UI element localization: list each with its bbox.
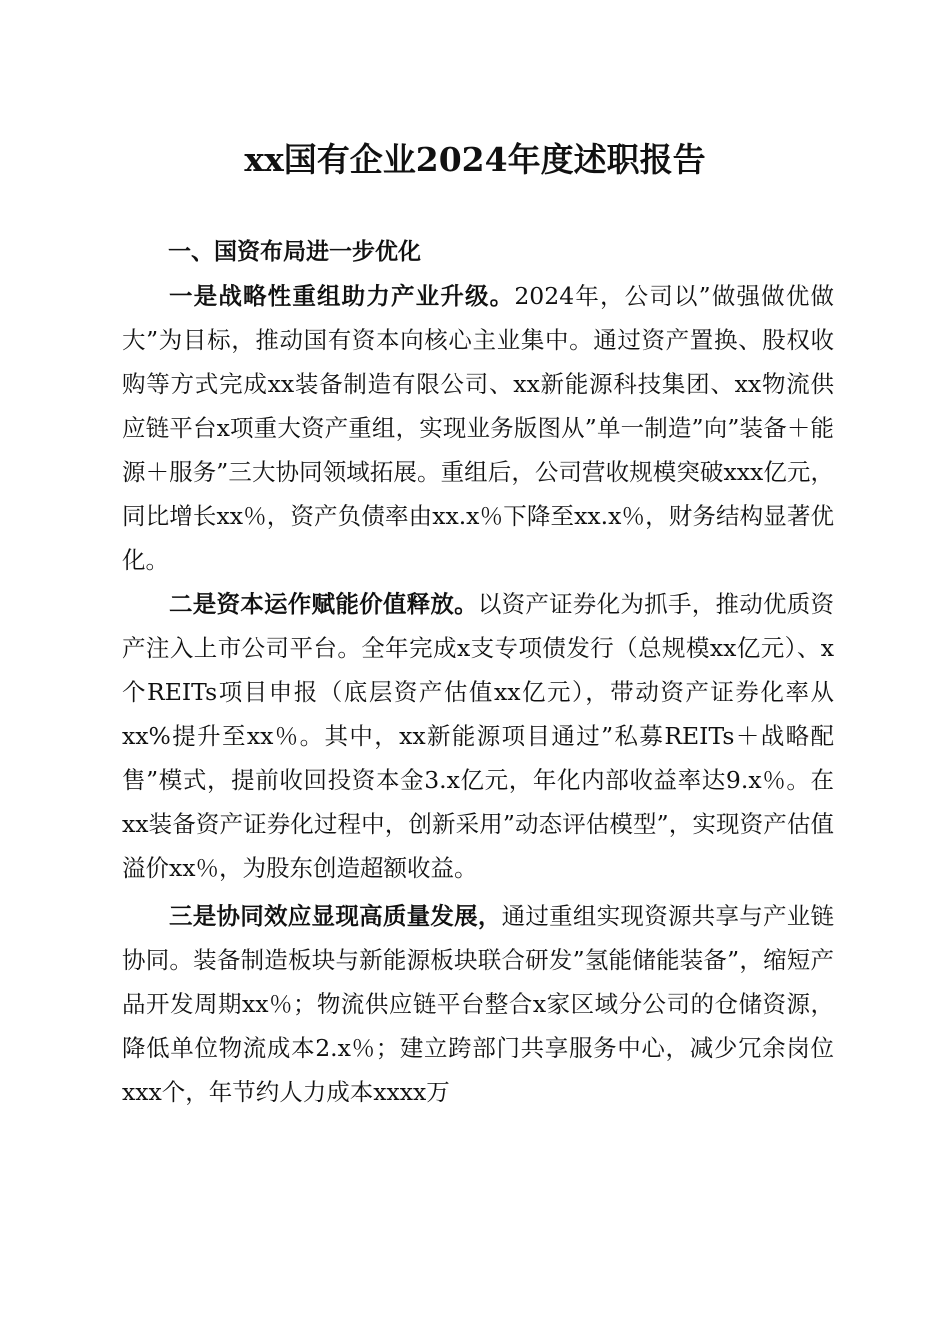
paragraph-text: 2024年，公司以”做强做优做大”为目标，推动国有资本向核心主业集中。通过资产置换、股权收购等方式完成xx装备制造有限公司、xx新能源科技集团、xx物流供应链平台x项重大资产重组，实现业务版图从”单一制造”向”装备＋能源＋服务”三大协同领域拓展。重组后，公司营收规模突破xxx亿元，同比增长xx％，资产负债率由xx.x％下降至xx.x％，财务结构显著优化。 — [122, 282, 834, 574]
paragraph-3 — [122, 894, 834, 1114]
paragraph-lead: 二是资本运作赋能价值释放。 — [169, 590, 478, 618]
document-title: xx国有企业2024年度述职报告 — [244, 140, 706, 179]
paragraph-1 — [122, 274, 834, 582]
paragraph-text: 以资产证券化为抓手，推动优质资产注入上市公司平台。全年完成x支专项债发行（总规模xx亿元）、x个REITs项目申报（底层资产估值xx亿元），带动资产证券化率从xx%提升至xx％。其中，xx新能源项目通过”私募REITs＋战略配售”模式，提前收回投资本金3.x亿元，年化内部收益率达9.x％。在xx装备资产证券化过程中，创新采用”动态评估模型”，实现资产估值溢价xx％，为股东创造超额收益。 — [122, 590, 835, 882]
paragraph-2 — [122, 582, 834, 890]
section-heading: 一、国资布局进一步优化 — [168, 239, 421, 265]
document-body — [122, 230, 834, 1114]
paragraph-text: 通过重组实现资源共享与产业链协同。装备制造板块与新能源板块联合研发”氢能储能装备”，缩短产品开发周期xx％；物流供应链平台整合x家区域分公司的仓储资源，降低单位物流成本2.x％；建立跨部门共享服务中心，减少冗余岗位xxx个，年节约人力成本xxxx万 — [122, 902, 835, 1106]
paragraph-lead: 一是战略性重组助力产业升级。 — [169, 282, 515, 310]
paragraph-lead: 三是协同效应显现高质量发展， — [169, 902, 502, 930]
